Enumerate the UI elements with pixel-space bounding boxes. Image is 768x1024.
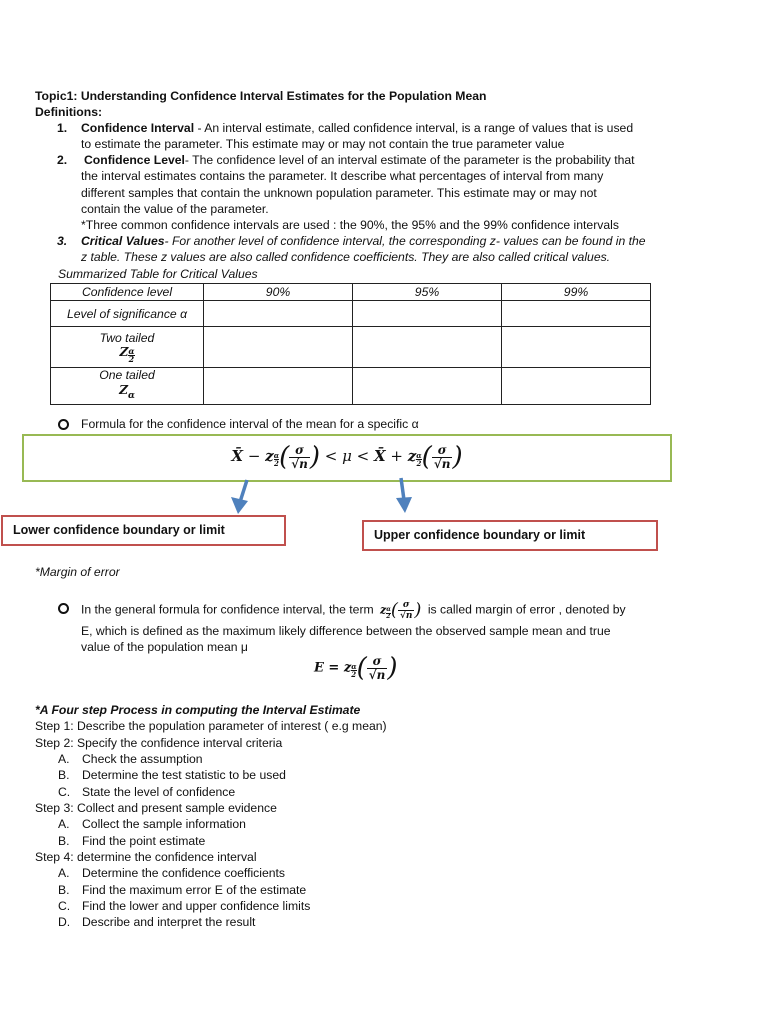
definition-text: different samples that contain the unknown population parameter. This estimate may or may not — [81, 186, 597, 200]
margin-of-error-formula: E = z $\frac{\alpha}{2}$ ( $\frac{\sigma}{√n}$ ) — [314, 653, 398, 683]
step-sub-item: B. Determine the test statistic to be used — [58, 768, 286, 782]
step-title: Step 1: Describe the population parameter of interest ( e.g mean) — [35, 719, 387, 733]
lower-limit-label: Lower confidence boundary or limit — [1, 515, 286, 546]
step-title: Step 4: determine the confidence interval — [35, 850, 257, 864]
definition-text: z table. These z values are also called confidence coefficients. They are also called critical values. — [81, 250, 611, 264]
step-sub-item: C. Find the lower and upper confidence limits — [58, 899, 311, 913]
definition-text: *Three common confidence intervals are used : the 90%, the 95% and the 99% confidence intervals — [81, 218, 619, 232]
step-title: Step 3: Collect and present sample evidence — [35, 801, 277, 815]
margin-text-line: E, which is defined as the maximum likely difference between the observed sample mean and true — [81, 624, 611, 638]
upper-limit-label: Upper confidence boundary or limit — [362, 520, 658, 551]
definition-number: 2. — [57, 153, 68, 167]
step-sub-item: A. Collect the sample information — [58, 817, 246, 831]
step-sub-item: A. Determine the confidence coefficients — [58, 866, 286, 880]
bullet-icon — [58, 603, 69, 614]
formula-bullet-text: Formula for the confidence interval of the mean for a specific α — [81, 417, 419, 431]
margin-text-line: value of the population mean μ — [81, 640, 248, 654]
definition-term: Confidence Interval — [81, 121, 195, 135]
row-label: One tailed — [99, 368, 155, 382]
definitions-heading: Definitions: — [35, 105, 103, 119]
process-heading: *A Four step Process in computing the Interval Estimate — [35, 703, 361, 717]
definition-text: to estimate the parameter. This estimate may or may not contain the true parameter value — [81, 137, 565, 151]
margin-text-line: In the general formula for confidence interval, the term z $\frac{\alpha}{2}$ ( $\frac{\sigma}{√n}$ ) is called margin of error , denoted by — [81, 599, 626, 621]
topic-title: Topic1: Understanding Confidence Interval Estimates for the Population Mean — [35, 89, 487, 103]
confidence-interval-formula: X̄ − z $\frac{\alpha}{2}$ ( $\frac{\sigma}{√n}$ ) < μ < X̄ + z $\frac{\alpha}{2}$ ( $\frac{\sigma}{√n}$ ) — [231, 442, 463, 472]
table-header: 90% — [204, 284, 353, 301]
table-header: 99% — [502, 284, 651, 301]
table-header: 95% — [353, 284, 502, 301]
definition-text: - For another level of confidence interval, the corresponding z- values can be found in the — [164, 234, 646, 248]
margin-term: z $\frac{\alpha}{2}$ ( $\frac{\sigma}{√n}$ ) — [380, 599, 422, 621]
z-alpha-half-symbol: Z $\frac{\alpha}{2}$ — [119, 345, 135, 364]
definition-number: 1. — [57, 121, 68, 135]
z-alpha-symbol: $Z_\alpha$ — [119, 383, 135, 401]
definition-text: - The confidence level of an interval estimate of the parameter is the probability that — [184, 153, 635, 167]
step-sub-item: B. Find the point estimate — [58, 834, 206, 848]
step-sub-item: C. State the level of confidence — [58, 785, 236, 799]
step-sub-item: B. Find the maximum error E of the estimate — [58, 883, 307, 897]
definition-term: Confidence Level — [84, 153, 185, 167]
step-sub-item: D. Describe and interpret the result — [58, 915, 256, 929]
down-arrow-icon — [396, 478, 412, 513]
definition-text: the interval estimates contains the parameter. It describe what percentages of interval from many — [81, 169, 604, 183]
table-caption: Summarized Table for Critical Values — [58, 267, 258, 281]
definition-text: - An interval estimate, called confidence interval, is a range of values that is used — [194, 121, 634, 135]
definition-term: Critical Values — [81, 234, 165, 248]
down-arrow-icon — [231, 480, 248, 514]
definition-text: contain the value of the parameter. — [81, 202, 269, 216]
table-header: Confidence level — [51, 284, 204, 301]
row-label: Two tailed — [99, 331, 155, 345]
step-sub-item: A. Check the assumption — [58, 752, 203, 766]
step-title: Step 2: Specify the confidence interval criteria — [35, 736, 283, 750]
definition-number: 3. — [57, 234, 68, 248]
row-label: Level of significance α — [51, 301, 204, 327]
margin-heading: *Margin of error — [35, 565, 120, 579]
